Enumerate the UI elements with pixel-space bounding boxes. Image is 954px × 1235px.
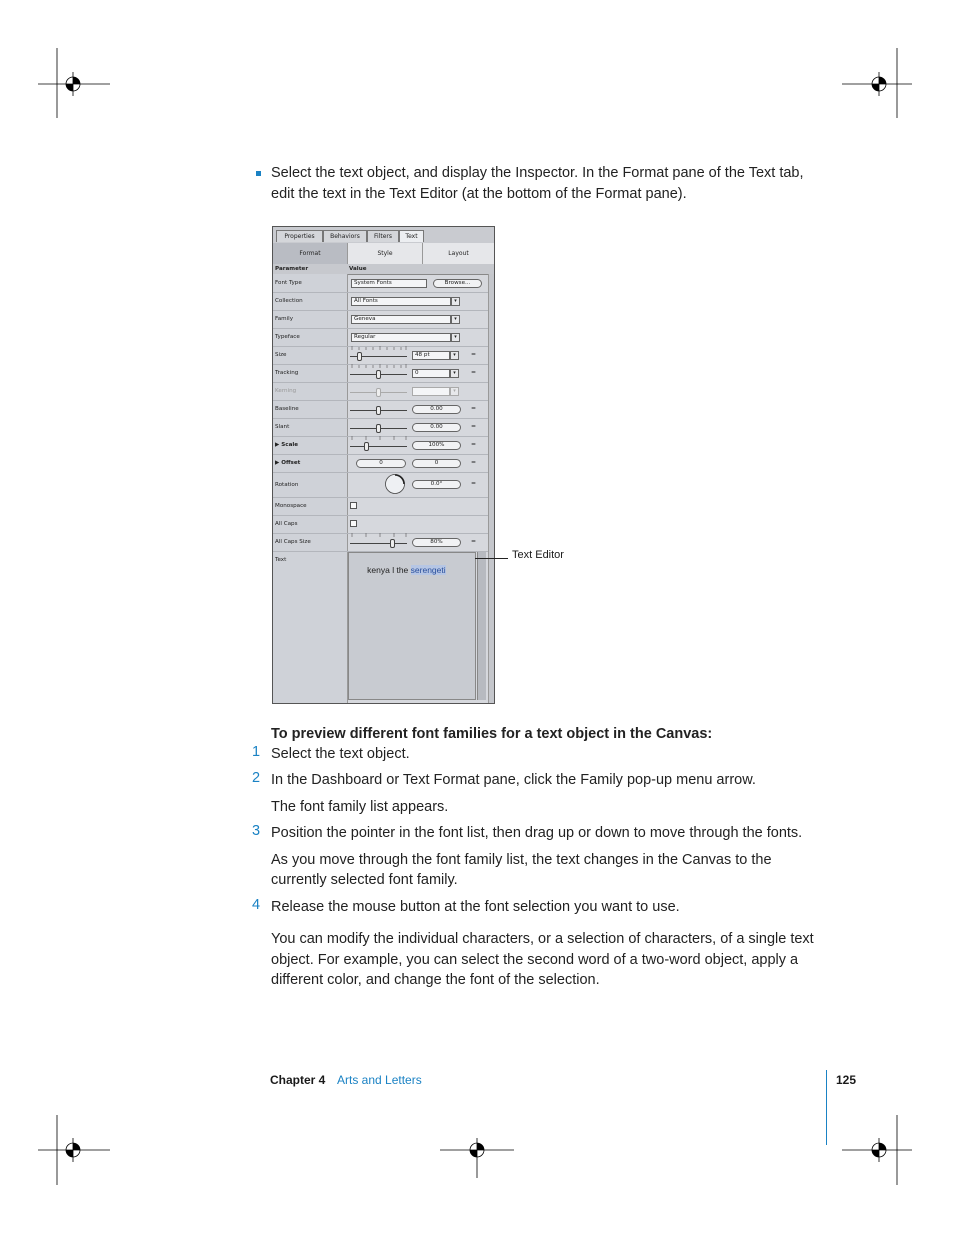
monospace-checkbox[interactable] <box>350 502 357 509</box>
collection-popup[interactable]: All Fonts <box>351 297 451 306</box>
label-baseline: Baseline <box>275 406 299 412</box>
subtab-layout[interactable]: Layout <box>448 250 469 257</box>
tab-behaviors[interactable]: Behaviors <box>323 230 367 242</box>
step-text: Select the text object. <box>271 746 410 762</box>
label-collection: Collection <box>275 298 303 304</box>
subtab-format[interactable]: Format <box>273 243 348 264</box>
section-heading: To preview different font families for a text object in the Canvas: <box>271 726 713 742</box>
all-caps-checkbox[interactable] <box>350 520 357 527</box>
row-divider <box>273 382 488 383</box>
baseline-value-field[interactable]: 0.00 <box>412 405 461 414</box>
label-kerning: Kerning <box>275 388 297 394</box>
label-typeface: Typeface <box>275 334 300 340</box>
label-size: Size <box>275 352 287 358</box>
text-editor-content[interactable] <box>353 555 446 585</box>
tracking-reset-icon[interactable]: = <box>471 369 477 376</box>
callout-label: Text Editor <box>512 549 564 561</box>
scale-value-field[interactable]: 100% <box>412 441 461 450</box>
text-editor-scrollbar[interactable] <box>477 552 486 700</box>
font-type-popup[interactable]: System Fonts <box>351 279 427 288</box>
page-number: 125 <box>836 1073 857 1087</box>
label-text: Text <box>275 557 287 563</box>
offset-reset-icon[interactable]: = <box>471 459 477 466</box>
row-divider <box>273 472 488 473</box>
inspector-subtabs <box>273 243 494 265</box>
row-divider <box>273 515 488 516</box>
size-ticks <box>350 346 408 350</box>
label-monospace: Monospace <box>275 503 307 509</box>
all-caps-size-slider-knob[interactable] <box>390 539 395 548</box>
label-offset-text: Offset <box>281 460 301 466</box>
text-editor[interactable] <box>348 552 476 700</box>
label-all-caps-size: All Caps Size <box>275 539 311 545</box>
step-number: 2 <box>252 770 261 786</box>
scale-slider-knob[interactable] <box>364 442 369 451</box>
label-font-type: Font Type <box>275 280 302 286</box>
step-number: 1 <box>252 744 261 760</box>
scale-ticks <box>350 436 408 440</box>
row-divider <box>273 328 488 329</box>
closing-line-1: You can modify the individual characters, or a selection of characters, of a single text <box>271 931 814 947</box>
label-family: Family <box>275 316 293 322</box>
tab-filters[interactable]: Filters <box>367 230 399 242</box>
kerning-slider-knob <box>376 388 381 397</box>
row-divider <box>273 400 488 401</box>
size-arrow-icon[interactable]: ▾ <box>450 351 459 360</box>
row-divider <box>273 497 488 498</box>
step-text: Release the mouse button at the font selection you want to use. <box>271 899 680 915</box>
right-rail <box>488 274 495 704</box>
row-divider <box>273 454 488 455</box>
kerning-arrow-icon: ▾ <box>450 387 459 396</box>
label-scale-text: Scale <box>281 442 299 448</box>
label-tracking: Tracking <box>275 370 299 376</box>
tracking-ticks <box>350 364 408 368</box>
rotation-dial-icon[interactable] <box>384 473 406 495</box>
tracking-slider-knob[interactable] <box>376 370 381 379</box>
all-caps-size-reset-icon[interactable]: = <box>471 538 477 545</box>
inspector-tab-row <box>273 227 494 244</box>
footer-chapter: Chapter 4 <box>270 1073 326 1087</box>
step-result: currently selected font family. <box>271 872 458 888</box>
offset-x-field[interactable]: 0 <box>356 459 406 468</box>
tracking-value-field[interactable]: 0 <box>412 369 450 378</box>
text-editor-plain: kenya l the <box>367 565 411 575</box>
closing-line-3: different color, and change the font of the selection. <box>271 972 600 988</box>
bullet-line-1: Select the text object, and display the Inspector. In the Format pane of the Text tab, <box>271 165 804 181</box>
label-offset: ▶ Offset <box>275 460 301 466</box>
size-slider-knob[interactable] <box>357 352 362 361</box>
browse-button[interactable]: Browse... <box>433 279 482 288</box>
slant-slider-knob[interactable] <box>376 424 381 433</box>
footer-chapter-title: Arts and Letters <box>337 1073 422 1087</box>
baseline-slider-knob[interactable] <box>376 406 381 415</box>
row-divider <box>273 418 488 419</box>
slant-reset-icon[interactable]: = <box>471 423 477 430</box>
column-parameter: Parameter <box>275 266 309 272</box>
step-result: As you move through the font family list, the text changes in the Canvas to the <box>271 852 772 868</box>
step-number: 4 <box>252 897 261 913</box>
tab-text[interactable]: Text <box>399 230 424 242</box>
family-arrow-icon[interactable]: ▾ <box>451 315 460 324</box>
step-text: In the Dashboard or Text Format pane, click the Family pop-up menu arrow. <box>271 772 756 788</box>
slant-value-field[interactable]: 0.00 <box>412 423 461 432</box>
row-divider <box>273 310 488 311</box>
footer-rule <box>826 1070 827 1145</box>
typeface-arrow-icon[interactable]: ▾ <box>451 333 460 342</box>
callout-line <box>475 558 508 559</box>
scale-reset-icon[interactable]: = <box>471 441 477 448</box>
bullet-line-2: edit the text in the Text Editor (at the bottom of the Format pane). <box>271 186 687 202</box>
inspector-panel <box>272 226 495 704</box>
tab-properties[interactable]: Properties <box>276 230 323 242</box>
offset-y-field[interactable]: 0 <box>412 459 461 468</box>
collection-arrow-icon[interactable]: ▾ <box>451 297 460 306</box>
all-caps-size-ticks <box>350 533 408 537</box>
bullet-marker <box>256 171 261 176</box>
all-caps-size-value-field[interactable]: 80% <box>412 538 461 547</box>
kerning-value-field <box>412 387 450 396</box>
size-value-field[interactable]: 48 pt <box>412 351 450 360</box>
column-value: Value <box>349 266 367 272</box>
label-slant: Slant <box>275 424 290 430</box>
label-rotation: Rotation <box>275 482 299 488</box>
typeface-popup[interactable]: Regular <box>351 333 451 342</box>
step-number: 3 <box>252 823 261 839</box>
rotation-value-field[interactable]: 0.0° <box>412 480 461 489</box>
rotation-reset-icon[interactable]: = <box>471 480 477 487</box>
label-all-caps: All Caps <box>275 521 298 527</box>
text-editor-selection: serengeti <box>410 565 446 575</box>
closing-line-2: object. For example, you can select the second word of a two-word object, apply a <box>271 952 799 968</box>
baseline-reset-icon[interactable]: = <box>471 405 477 412</box>
size-reset-icon[interactable]: = <box>471 351 477 358</box>
step-text: Position the pointer in the font list, then drag up or down to move through the fonts. <box>271 825 803 841</box>
label-scale: ▶ Scale <box>275 442 299 448</box>
tracking-arrow-icon[interactable]: ▾ <box>450 369 459 378</box>
all-caps-size-slider-track[interactable] <box>350 543 407 544</box>
row-divider <box>273 292 488 293</box>
family-popup[interactable]: Geneva <box>351 315 451 324</box>
subtab-style[interactable]: Style <box>348 243 423 264</box>
step-result: The font family list appears. <box>271 799 449 815</box>
scale-slider-track[interactable] <box>350 446 407 447</box>
